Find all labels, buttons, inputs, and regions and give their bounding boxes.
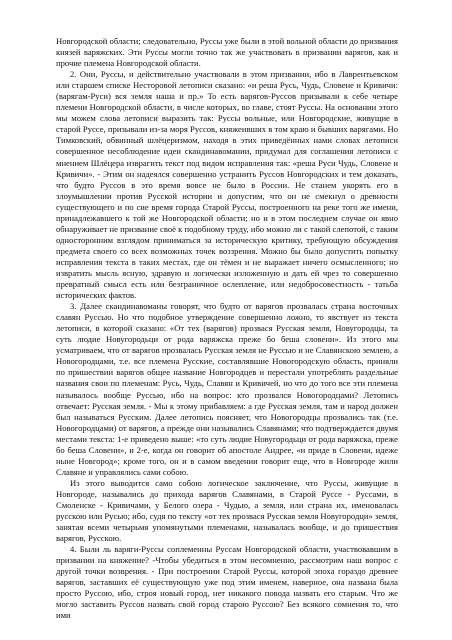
- paragraph-continuation: Новгородской области; следовательно, Руссы уже были в этой вольной области до призвания князей варяжских. Эти Руссы могли точно так же участвовать в призвании варягов, как и прочие племена Новгородской области.: [56, 36, 398, 69]
- paragraph-point-4: 4. Были ль варяги-Руссы соплеменны Руссам Новгородской области, участвовавшим в призвании на княжение? -Чтобы убедиться в этом несомненно, рассмотрим наш вопрос с другой точки возврения. - При построении Старой Руссы, которой эпоха гораздо древнее варягов, заставших её существующую уже под этим именем, наверное, она названа была просто Руссою, ибо, строя новый город, нет никакого повода назвать его старым. Что же могло заставить Руссов назвать свой город старою Руссою? Без всякого сомнения то, что ими: [56, 544, 398, 621]
- paragraph-point-3: 3. Далее скандинавоманы говорят, что будто от варягов прозвалась страна восточных славян Руссью. Но что подобное утверждение совершенно ложно, то явствует из текста летописи, в которой сказано: «От тех (варягов) прозвася Русская земля, Новугородцы, та суть людие Новугородьци от рода варяжска преже бо бешa словени». Из этого мы усматриваем, что от варягов прозвалась Русская земля не Руссью и не Славянскою землею, а Новогородцами, т.е. все племена Русские, составлявшие Новогородскую область, приняли по пришествии варягов общее название Новгородцев и перестали употреблять раздельные названия свои по племенам: Русь, Чудь, Славян и Кривичей, но что до того все эти племена называлось вообще Руссью, ибо на вопрос: кто прозвался Новогородцами? Летопись отвечает: Русская земля. - Мы к этому прибавляем: а где Русская земля, там и народ должен был называться Русским. Далее летопись поясняет, что Новогородцы прозвались так (т.е. Новогородцами) от варягов, а прежде они назывались Славянами; что подтверждается двумя местами текста: 1-е приведено выше: «то суть людие Новугородьци от рода варяжска, преже бо бешa Словени», и 2-е, когда он говорит об апостоле Андрее, «и приде в Словени, идеже ныне Новгород»; кроме того, он и в самом введении говорит еще, что в Новгороде жили Славяне и управлялись сами собою.: [56, 301, 398, 477]
- paragraph-conclusion: Из этого выводится само собою логическое заключение, что Руссы, живущие в Новгороде, назывались до прихода варягов Славянами, в Старой Руссе - Руссами, в Смоленске - Кривичами, у Белого озера - Чудью, а земля, или страна их, именовалась русскою или Русью; ибо, судя по тексту «от тех прозвася Русская земля Новугородци» земля, занятая всеми четырьмя упомянутыми племенами, называлась вообще, и до пришествия варягов, Русскою.: [56, 477, 398, 544]
- page-text: [56, 36, 398, 628]
- paragraph-point-2: 2. Они, Руссы, и действительно участвовали в этом призвании, ибо в Лаврентьевском или старшем списке Несторовой летописи сказано: «и реша Русь, Чудь, Словене и Кривичи: (варягам-Руси) вся земля наша и пр.» То есть варягов-Руссов призывали к себе четыре племени Новгородской области, в числе которых, во главе, стоят Руссы. На основании этого мы можем слова летописи выразить так: Руссы вольные, или Новгородские, живущие в старой Руссе, призывали из-за моря Руссов, княжеивших в том краю и бывших варягами. Но Тимковский, обвинный шлёцеризмом, находя в этих приведённых нами словах летописи совершенное несоблюдение идеи скандинавомании, придумал для соглашения летописи с мнением Шлёцера изврагить текст под видом исправления так: «реша Руси Чудь, Словене и Кривичи». - Этим он надеялся совершенно устранить Руссов Новгородских и тем доказать, что будто Руссов в это время вовсе не было в России. Не станем укорять его в злоумышлении против Русской истории и допустим, что он не смекнул о древности существующего и по сие время города Старой Руссы, построенного на реке того же имени, принадлежавшего к той же Новгородской области; но и в этом последнем случае он явно обнаруживает не призвание своё к подобному труду, ибо можно ли с такой слепотой, с таким односторонним взглядом приниматься за историческую критику, требующую обсуждения предмета своего со всех возможных точек воззрения. Можно бы было допустить попытку исправления текста в таких местах, где он тёмен и не выражает ничего осмысленного; но извратить мысль ясную, здравую и логически изложенную и дать ей чрез то совершенно превратный смысл есть или безграничное ослепление, или недобросовестность - татьба исторических фактов.: [56, 69, 398, 301]
